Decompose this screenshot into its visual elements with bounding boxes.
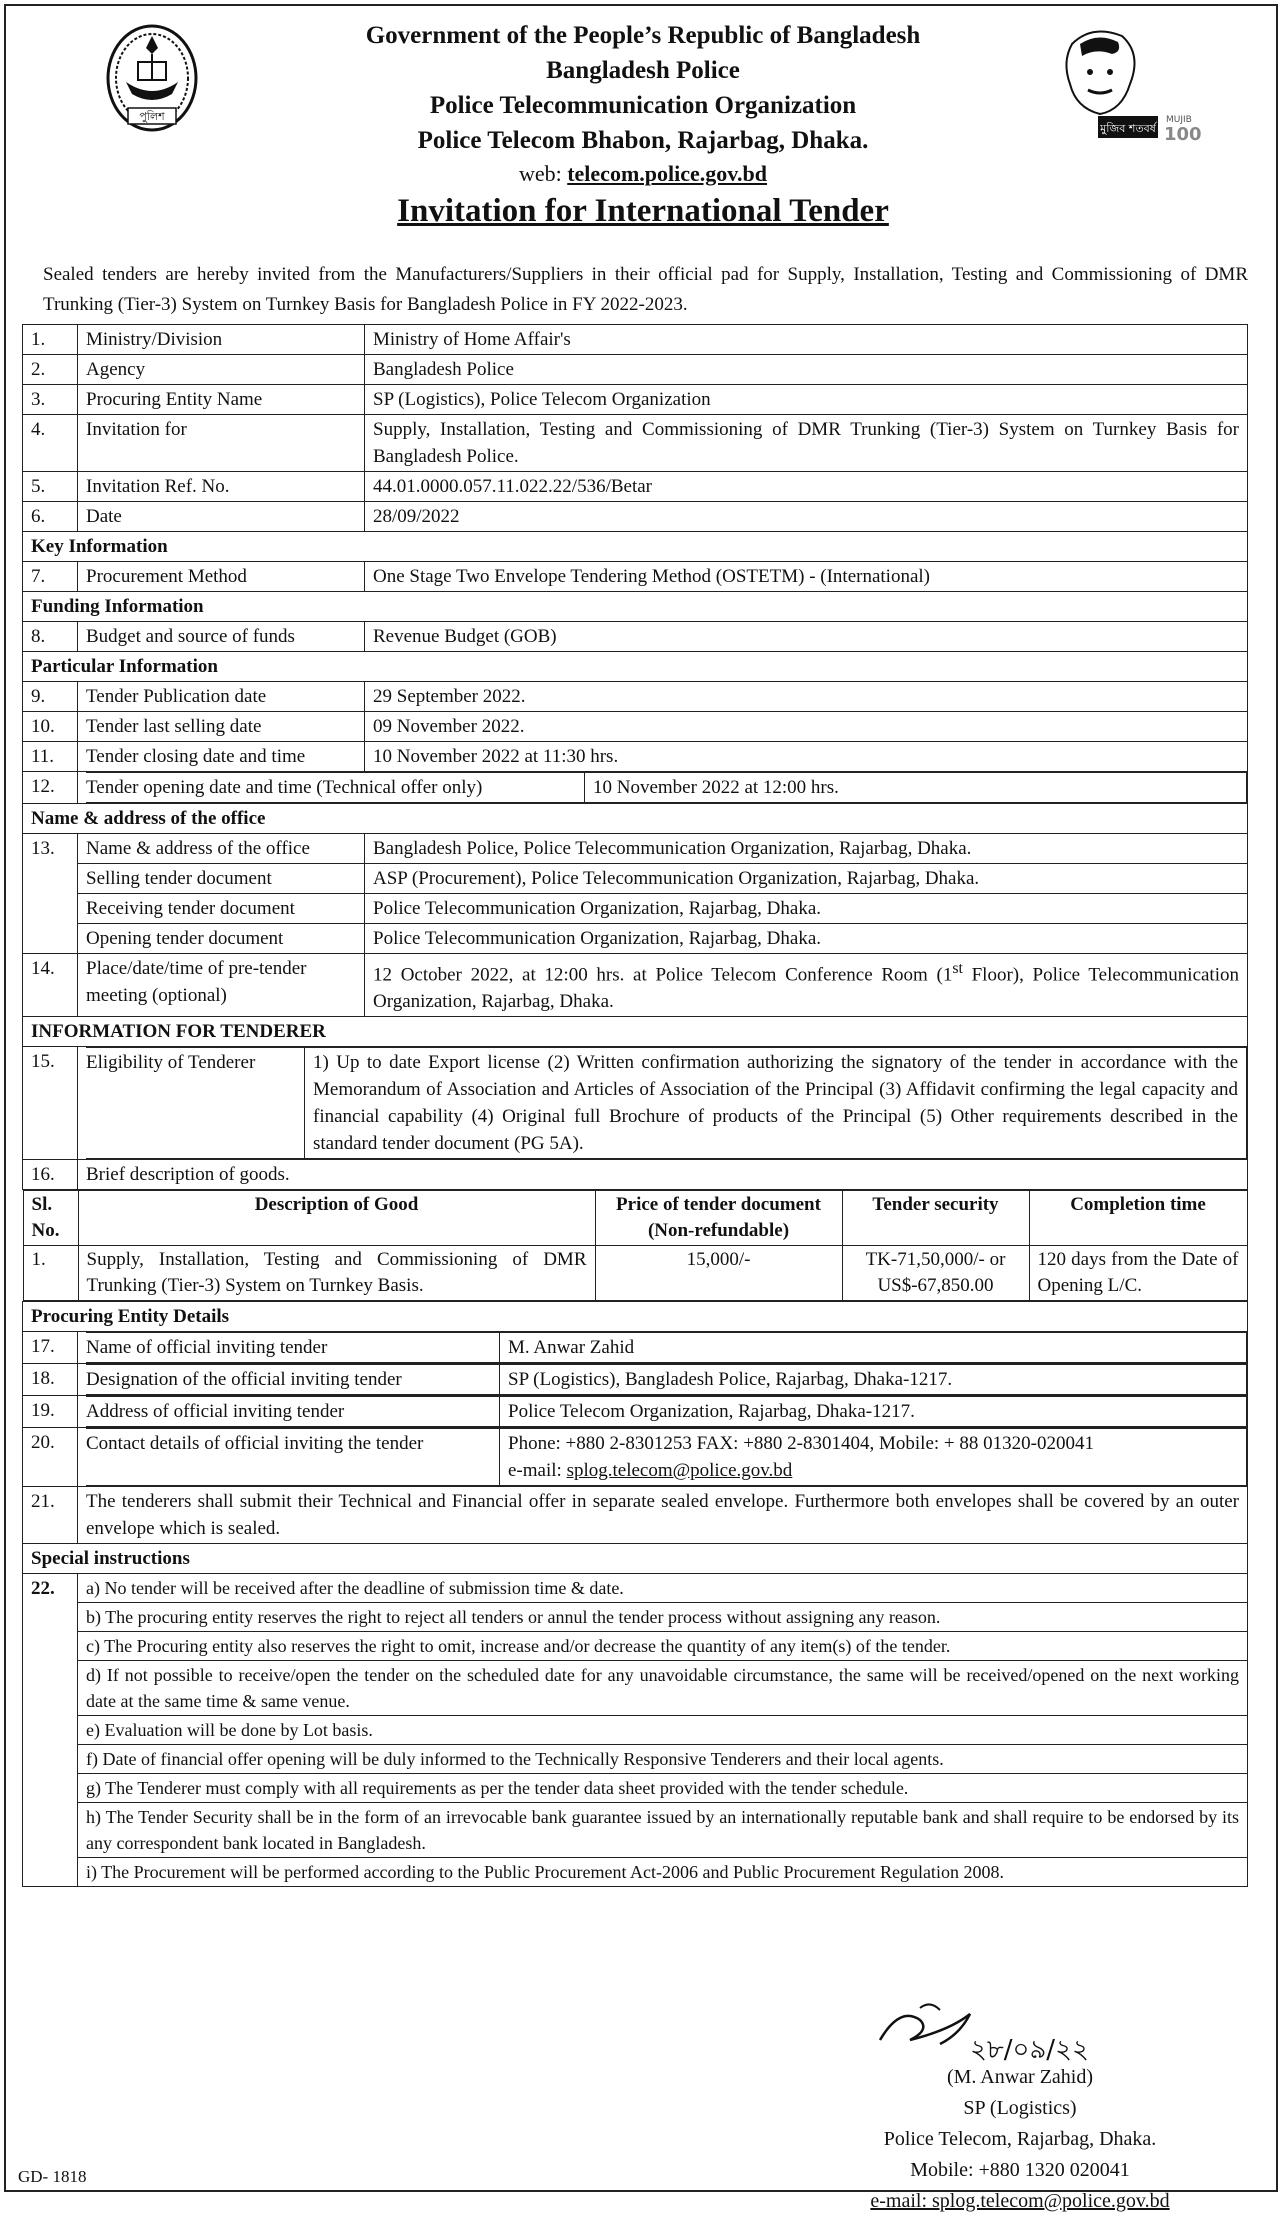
row-value: Supply, Installation, Testing and Commissioning of DMR Trunking (Tier-3) System on Turnkey Basis for Bangladesh Police. (365, 415, 1248, 472)
row-number: 8. (23, 622, 78, 652)
row-label: Eligibility of Tenderer (86, 1048, 305, 1159)
table-row (23, 355, 1248, 385)
row-label: Address of official inviting tender (86, 1397, 500, 1427)
tender-details-table (22, 324, 1248, 1887)
section-key-information: Key Information (23, 532, 1248, 562)
row-number: 22. (23, 1574, 78, 1887)
row-value: One Stage Two Envelope Tendering Method (OSTETM) - (International) (365, 562, 1248, 592)
goods-price: 15,000/- (595, 1246, 842, 1301)
svg-text:মুজিব শতবর্ষ: মুজিব শতবর্ষ (1100, 122, 1156, 135)
goods-container (23, 1190, 1248, 1302)
row-label: Selling tender document (78, 864, 365, 894)
table-row (23, 325, 1248, 355)
goods-description: Supply, Installation, Testing and Commissioning of DMR Trunking (Tier-3) System on Turnkey Basis. (78, 1246, 595, 1301)
instruction-item: h) The Tender Security shall be in the form of an irrevocable bank guarantee issued by an internationally reputable bank and shall require to be endorsed by its any correspondent bank located in Bangladesh. (78, 1803, 1247, 1858)
table-row (23, 1160, 1248, 1190)
section-heading-row (23, 532, 1248, 562)
goods-header-description: Description of Good (78, 1191, 595, 1246)
row-number: 17. (23, 1332, 78, 1364)
section-particular-information: Particular Information (23, 652, 1248, 682)
section-information-for-tenderer: INFORMATION FOR TENDERER (23, 1017, 1248, 1047)
signatory-address: Police Telecom, Rajarbag, Dhaka. (883, 2128, 1157, 2150)
gd-number: GD- 1818 (18, 2167, 87, 2186)
header-organization: Police Telecommunication Organization (429, 92, 857, 119)
row-value: Bangladesh Police, Police Telecommunication Organization, Rajarbag, Dhaka. (365, 834, 1248, 864)
row-value (365, 954, 1248, 1017)
instruction-item: f) Date of financial offer opening will be duly informed to the Technically Responsive Tenderers and their local agents. (78, 1745, 1247, 1774)
table-row (23, 1364, 1248, 1396)
row-value (500, 1429, 1247, 1486)
table-row (23, 1396, 1248, 1428)
row-label: Tender closing date and time (78, 742, 365, 772)
section-heading-row (23, 1017, 1248, 1047)
row-value: 29 September 2022. (365, 682, 1248, 712)
instruction-item: c) The Procuring entity also reserves the right to omit, increase and/or decrease the quantity of any item(s) of the tender. (78, 1632, 1247, 1661)
signatory-designation: SP (Logistics) (963, 2097, 1077, 2119)
row-number: 4. (23, 415, 78, 472)
row-value: Police Telecommunication Organization, Rajarbag, Dhaka. (365, 894, 1248, 924)
row-value: Police Telecom Organization, Rajarbag, Dhaka-1217. (500, 1397, 1247, 1427)
row-number: 1. (23, 325, 78, 355)
goods-security-tk: TK-71,50,000/- or (865, 1249, 1006, 1271)
section-heading-row (23, 592, 1248, 622)
row-number: 9. (23, 682, 78, 712)
section-heading-row (23, 804, 1248, 834)
goods-security-usd: US$-67,850.00 (877, 1275, 994, 1297)
goods-row (23, 1246, 1247, 1301)
instruction-item: b) The procuring entity reserves the right to reject all tenders or annul the tender process without assigning any reason. (78, 1603, 1247, 1632)
row-label: Opening tender document (78, 924, 365, 954)
row-number: 13. (23, 834, 78, 954)
instruction-item: a) No tender will be received after the deadline of submission time & date. (78, 1574, 1247, 1603)
signatory-email[interactable]: e-mail: splog.telecom@police.gov.bd (870, 2190, 1170, 2212)
row-number: 18. (23, 1364, 78, 1396)
section-heading-row (23, 652, 1248, 682)
row-label: Invitation for (78, 415, 365, 472)
row-value: Bangladesh Police (365, 355, 1248, 385)
row-label: Ministry/Division (78, 325, 365, 355)
table-row (23, 1047, 1248, 1160)
svg-text:পুলিশ: পুলিশ (139, 110, 165, 123)
row-number: 7. (23, 562, 78, 592)
row-value: Revenue Budget (GOB) (365, 622, 1248, 652)
intro-paragraph: Sealed tenders are hereby invited from the Manufacturers/Suppliers in their official pad for Supply, Installation, Testing and Commissioning of DMR Trunking (Tier-3) System on Turnkey Basis for Bangladesh Police in FY 2022-2023. (43, 264, 1248, 315)
row-label: Tender last selling date (78, 712, 365, 742)
goods-table (23, 1190, 1248, 1301)
row-value: SP (Logistics), Police Telecom Organization (365, 385, 1248, 415)
table-row (23, 712, 1248, 742)
row-value: ASP (Procurement), Police Telecommunication Organization, Rajarbag, Dhaka. (365, 864, 1248, 894)
row-label: Tender Publication date (78, 682, 365, 712)
row-label: Procuring Entity Name (78, 385, 365, 415)
goods-sl: 1. (23, 1246, 78, 1301)
goods-header-price: Price of tender document (Non-refundable) (595, 1191, 842, 1246)
instruction-item: d) If not possible to receive/open the tender on the scheduled date for any unavoidable circumstance, the same will be received/opened on the next working date at the same time & same venue. (78, 1661, 1247, 1716)
row-number: 12. (23, 772, 78, 804)
row-number: 16. (23, 1160, 78, 1190)
header-web (0, 158, 1286, 190)
table-row (23, 742, 1248, 772)
goods-header-row (23, 1191, 1247, 1246)
row-combined (78, 1364, 1248, 1396)
table-row (23, 864, 1248, 894)
goods-table-row (23, 1190, 1248, 1302)
table-row (23, 894, 1248, 924)
svg-text:MUJIB: MUJIB (1166, 115, 1192, 125)
section-special-instructions: Special instructions (23, 1544, 1248, 1574)
row-combined (78, 1332, 1248, 1364)
row-value: Police Telecommunication Organization, Rajarbag, Dhaka. (365, 924, 1248, 954)
row-label: Tender opening date and time (Technical offer only) (86, 773, 585, 803)
row-value: M. Anwar Zahid (500, 1333, 1247, 1363)
signatory-mobile: Mobile: +880 1320 020041 (910, 2159, 1130, 2181)
row-combined (78, 772, 1248, 804)
instruction-item: g) The Tenderer must comply with all requirements as per the tender data sheet provided with the tender schedule. (78, 1774, 1247, 1803)
web-label: web: (518, 161, 562, 186)
row-label: Receiving tender document (78, 894, 365, 924)
row-number: 20. (23, 1428, 78, 1487)
header-address: Police Telecom Bhabon, Rajarbag, Dhaka. (417, 127, 869, 154)
table-row (23, 622, 1248, 652)
row-value: 28/09/2022 (365, 502, 1248, 532)
table-row (23, 415, 1248, 472)
table-row (23, 772, 1248, 804)
row-number: 11. (23, 742, 78, 772)
letterhead (0, 18, 1286, 190)
table-row (23, 385, 1248, 415)
value-part: Floor), Police Telecommunication Organization, Rajarbag, Dhaka. (373, 964, 1239, 1013)
table-row (23, 834, 1248, 864)
section-heading-row (23, 1302, 1248, 1332)
instruction-item: e) Evaluation will be done by Lot basis. (78, 1716, 1247, 1745)
goods-header-security: Tender security (842, 1191, 1029, 1246)
row-number: 5. (23, 472, 78, 502)
web-link[interactable]: telecom.police.gov.bd (567, 161, 768, 186)
row-value: The tenderers shall submit their Technical and Financial offer in separate sealed envelope. Furthermore both envelopes shall be covered by an outer envelope which is sealed. (78, 1487, 1248, 1544)
row-value: SP (Logistics), Bangladesh Police, Rajarbag, Dhaka-1217. (500, 1365, 1247, 1395)
row-label: Budget and source of funds (78, 622, 365, 652)
row-label: Invitation Ref. No. (78, 472, 365, 502)
instruction-item: i) The Procurement will be performed according to the Public Procurement Act-2006 and Public Procurement Regulation 2008. (78, 1858, 1247, 1887)
table-row (23, 1574, 1248, 1887)
row-label: Contact details of official inviting the tender (86, 1429, 500, 1486)
row-label: Brief description of goods. (78, 1160, 1248, 1190)
email-link[interactable]: splog.telecom@police.gov.bd (566, 1460, 793, 1482)
value-superscript: st (952, 960, 963, 977)
row-value: 1) Up to date Export license (2) Written confirmation authorizing the signatory of the tender in accordance with the Memorandum of Association and Articles of Association of the Principal (3) Affidavit confirming the legal capacity and financial capability (4) Original full Brochure of products of the Principal (5) Other requirements described in the standard tender document (PG 5A). (305, 1048, 1247, 1159)
row-combined (78, 1428, 1248, 1487)
row-label: Place/date/time of pre-tender meeting (optional) (78, 954, 365, 1017)
row-number: 2. (23, 355, 78, 385)
table-row (23, 562, 1248, 592)
table-row (23, 1332, 1248, 1364)
row-number: 14. (23, 954, 78, 1017)
table-row (23, 682, 1248, 712)
goods-completion: 120 days from the Date of Opening L/C. (1029, 1246, 1247, 1301)
signatory-name: (M. Anwar Zahid) (946, 2066, 1094, 2088)
row-label: Agency (78, 355, 365, 385)
special-instructions-list (78, 1574, 1247, 1886)
table-row (23, 472, 1248, 502)
row-label: Procurement Method (78, 562, 365, 592)
row-value: 44.01.0000.057.11.022.22/536/Betar (365, 472, 1248, 502)
section-procuring-entity: Procuring Entity Details (23, 1302, 1248, 1332)
contact-email-line (508, 1457, 1238, 1484)
contact-phone: Phone: +880 2-8301253 FAX: +880 2-8301404, Mobile: + 88 01320-020041 (508, 1433, 1094, 1455)
table-row (23, 1428, 1248, 1487)
section-heading-row (23, 1544, 1248, 1574)
value-part: 12 October 2022, at 12:00 hrs. at Police Telecom Conference Room (1 (373, 964, 953, 986)
row-combined (78, 1047, 1248, 1160)
table-row (23, 502, 1248, 532)
section-name-address: Name & address of the office (23, 804, 1248, 834)
page-title: Invitation for International Tender (397, 193, 889, 229)
goods-security (842, 1246, 1029, 1301)
row-value: 09 November 2022. (365, 712, 1248, 742)
section-funding-information: Funding Information (23, 592, 1248, 622)
row-value: 10 November 2022 at 12:00 hrs. (585, 773, 1247, 803)
signature (800, 2000, 1240, 2065)
row-value: 10 November 2022 at 11:30 hrs. (365, 742, 1248, 772)
row-number: 15. (23, 1047, 78, 1160)
row-number: 21. (23, 1487, 78, 1544)
table-row (23, 954, 1248, 1017)
row-value: Ministry of Home Affair's (365, 325, 1248, 355)
email-label: e-mail: (508, 1460, 562, 1482)
table-row (23, 1487, 1248, 1544)
row-number: 10. (23, 712, 78, 742)
row-label: Designation of the official inviting tender (86, 1365, 500, 1395)
row-number: 6. (23, 502, 78, 532)
svg-text:২৮/০৯/২২: ২৮/০৯/২২ (970, 2035, 1089, 2065)
row-label: Date (78, 502, 365, 532)
header-agency: Bangladesh Police (546, 57, 740, 84)
table-row (23, 924, 1248, 954)
signature-block (800, 2000, 1240, 2217)
goods-header-completion: Completion time (1029, 1191, 1247, 1246)
special-instructions-cell (78, 1574, 1248, 1887)
goods-header-sl: Sl. No. (23, 1191, 78, 1246)
row-label: Name of official inviting tender (86, 1333, 500, 1363)
header-government: Government of the People’s Republic of Bangladesh (365, 22, 921, 49)
row-label: Name & address of the office (78, 834, 365, 864)
svg-text:100: 100 (1164, 124, 1202, 145)
row-number: 3. (23, 385, 78, 415)
row-combined (78, 1396, 1248, 1428)
row-number: 19. (23, 1396, 78, 1428)
